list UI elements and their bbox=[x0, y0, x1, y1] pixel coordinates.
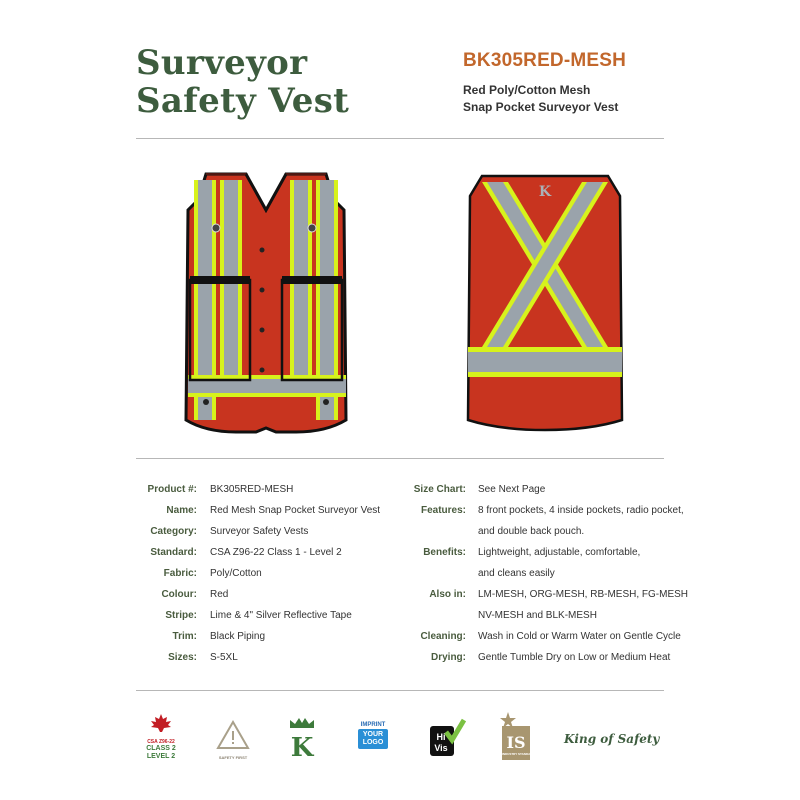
csa-line-3: LEVEL 2 bbox=[146, 753, 176, 760]
industry-small-text: INDUSTRY STANDARD bbox=[502, 752, 535, 756]
spec-label: Standard: bbox=[150, 547, 197, 558]
hivis-logo bbox=[428, 716, 466, 758]
spec-label: Fabric: bbox=[163, 568, 197, 579]
title-line-1: Surveyor bbox=[136, 43, 308, 83]
product-sku: BK305RED-MESH bbox=[463, 50, 627, 71]
spec-value: LM-MESH, ORG-MESH, RB-MESH, FG-MESH bbox=[478, 589, 689, 600]
imprint-line-1: IMPRINT bbox=[360, 722, 386, 728]
spec-value: Red bbox=[210, 589, 229, 600]
spec-table-right bbox=[0, 479, 800, 668]
crown-k-icon bbox=[287, 716, 317, 760]
spec-label: Benefits: bbox=[423, 547, 466, 558]
csa-line-2: CLASS 2 bbox=[146, 745, 176, 752]
industry-big-text: IS bbox=[506, 733, 526, 752]
spec-value: Surveyor Safety Vests bbox=[210, 526, 309, 537]
k-brand-logo bbox=[287, 716, 317, 760]
spec-row bbox=[0, 584, 800, 605]
spec-value: Red Mesh Snap Pocket Surveyor Vest bbox=[210, 505, 381, 516]
spec-value: CSA Z96-22 Class 1 - Level 2 bbox=[210, 547, 342, 558]
spec-row bbox=[0, 626, 800, 647]
divider-bottom bbox=[136, 690, 664, 691]
safety-first-text: SAFETY FIRST bbox=[218, 755, 248, 760]
spec-value: Gentle Tumble Dry on Low or Medium Heat bbox=[478, 652, 671, 663]
imprint-line-2: YOUR bbox=[362, 731, 384, 738]
spec-value: and double back pouch. bbox=[478, 526, 585, 537]
spec-label: Name: bbox=[166, 505, 197, 516]
spec-label: Category: bbox=[150, 526, 197, 537]
hivis-text-2: Vis bbox=[434, 743, 448, 753]
k-brand-letter: K bbox=[290, 733, 314, 760]
spec-row bbox=[0, 563, 800, 584]
divider-top bbox=[136, 138, 664, 139]
spec-value: Lime & 4" Silver Reflective Tape bbox=[210, 610, 352, 621]
spec-row bbox=[0, 605, 800, 626]
spec-label: Cleaning: bbox=[420, 631, 466, 642]
spec-row bbox=[0, 500, 800, 521]
spec-value: Wash in Cold or Warm Water on Gentle Cycle bbox=[478, 631, 681, 642]
safety-first-logo bbox=[216, 720, 250, 760]
csa-line-1: CSA Z96-22 bbox=[147, 739, 175, 745]
spec-value: BK305RED-MESH bbox=[210, 484, 294, 495]
spec-row bbox=[0, 521, 800, 542]
spec-label: Stripe: bbox=[165, 610, 197, 621]
imprint-box bbox=[358, 729, 388, 749]
spec-value: See Next Page bbox=[478, 484, 546, 495]
hivis-check-icon bbox=[428, 716, 466, 758]
title-line-2: Safety Vest bbox=[136, 81, 350, 121]
warning-triangle-icon bbox=[216, 720, 250, 750]
spec-row bbox=[0, 647, 800, 668]
spec-label: Drying: bbox=[431, 652, 466, 663]
imprint-logo bbox=[358, 722, 388, 762]
spec-value: and cleans easily bbox=[478, 568, 555, 579]
spec-label: Product #: bbox=[147, 484, 197, 495]
subtitle-line-2: Snap Pocket Surveyor Vest bbox=[463, 100, 619, 114]
spec-value: 8 front pockets, 4 inside pockets, radio pocket, bbox=[478, 505, 684, 516]
king-of-safety-logo: King of Safety bbox=[564, 732, 660, 746]
page-title bbox=[136, 44, 349, 120]
spec-value: Lightweight, adjustable, comfortable, bbox=[478, 547, 641, 558]
spec-label: Sizes: bbox=[168, 652, 197, 663]
divider-middle bbox=[136, 458, 664, 459]
spec-row bbox=[0, 479, 800, 500]
maple-leaf-icon bbox=[138, 712, 184, 734]
spec-value: Poly/Cotton bbox=[210, 568, 262, 579]
imprint-line-3: LOGO bbox=[362, 739, 384, 746]
spec-value: Black Piping bbox=[210, 631, 266, 642]
back-badge-letter: K bbox=[538, 184, 552, 200]
industry-standard-logo bbox=[498, 712, 535, 762]
spec-label: Features: bbox=[420, 505, 466, 516]
spec-label: Size Chart: bbox=[413, 484, 466, 495]
hivis-text-1: Hi bbox=[436, 732, 446, 742]
spec-label: Trim: bbox=[172, 631, 197, 642]
csa-logo bbox=[138, 712, 184, 762]
back-vest-image bbox=[460, 172, 630, 434]
spec-row bbox=[0, 542, 800, 563]
subtitle-line-1: Red Poly/Cotton Mesh bbox=[463, 83, 591, 97]
spec-label: Also in: bbox=[429, 589, 466, 600]
front-vest-image bbox=[176, 170, 356, 435]
spec-value: NV-MESH and BLK-MESH bbox=[478, 610, 597, 621]
product-subtitle bbox=[463, 82, 618, 116]
spec-value: S-5XL bbox=[210, 652, 238, 663]
spec-label: Colour: bbox=[161, 589, 197, 600]
